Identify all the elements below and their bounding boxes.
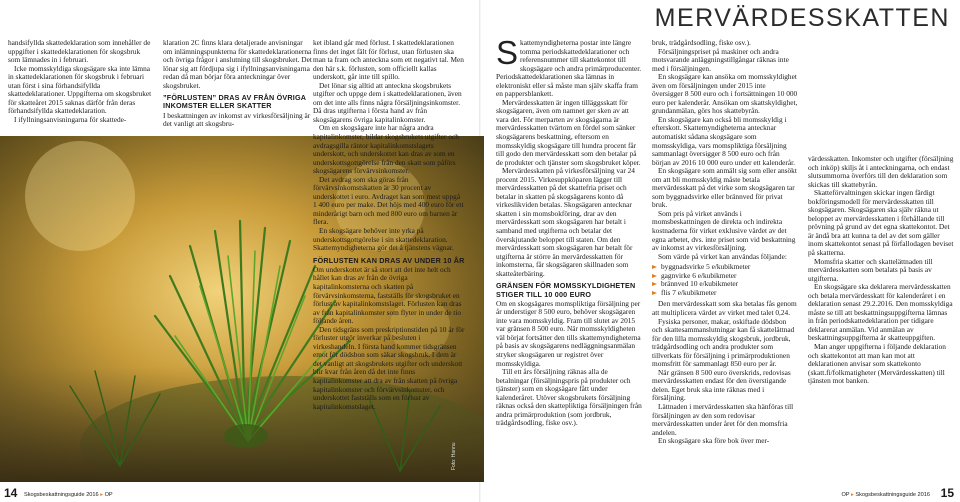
paragraph: Om en skogsägares momspliktiga försäljning per år understiger 8 500 euro, behöver skogsägaren inte vara momsskyldig. Fram till slutet av 2015 var gränsen 8 500 euro. När momsskyldigheten väl börjat fortsätter den tills skattemyndigheterna på basis av skogsägarens nedläggningsanmälan stryker skogsägaren ur registret över momsskyldiga. (496, 298, 641, 368)
page-footer (0, 484, 960, 502)
orange-triangle-bullet-icon (652, 282, 657, 286)
drop-cap: S (496, 34, 519, 71)
paragraph: En skogsägare ska före bok över mer- (658, 436, 770, 446)
orange-triangle-bullet-icon (652, 265, 657, 269)
article-column-3 (313, 39, 465, 411)
wood-value-list (652, 263, 798, 297)
paragraph: bruk, trädgårdsodling, fiske osv.). (652, 38, 751, 47)
orange-triangle-bullet-icon (652, 274, 657, 278)
paragraph: Om underskottet är så stort att det inte helt och hållet kan dras av från de övriga kapitalinkomsterna och skatten på förvärvsinkomsterna, fastställs för skogsbruket en förlust av kapitalinkomstslaget. Förlusten kan dras av från kapitalinkomster som flyter in under de tio följande åren. (313, 264, 462, 326)
footer-publication-right: OP ▸ Skogsbeskattningsguide 2016 (841, 492, 930, 498)
paragraph: Om en skogsägare inte har några andra kapitalinkomster, bildar skogsbrukets utgifter och avdragsgilla räntor kapitalinkomstslagets underskott, och underskottet kan dras av som en underskottsgottgörelse från den skatt som påförs skogsägarens förvärvsinkomster. (313, 123, 459, 176)
subheading-forlusten: ”FÖRLUSTEN” DRAS AV FRÅN ÖVRIGA INKOMSTER ELLER SKATTER (163, 93, 306, 111)
paragraph: Försäljningspriset på maskiner och andra motsvarande anläggningstillgångar räknas inte med i försäljningen. (652, 46, 789, 73)
paragraph: Den tidsgräns som preskriptionstiden på 10 år för förluster utgör inverkar på besluten i virkeshandeln. I första hand kommer tidsgränsen emot för dödsbon som säkar skogsbruk. I dem är det vanligt att skogsbrukets utgifter och underskott blir kvar från åren då det inte finns kapitalinkomster att dra av från skatten på övriga kapitalinkomster och förvärvsinkomster, och underskottet fastställs som en förlust av kapitalinkomstslaget. (313, 324, 465, 411)
paragraph: Lättnaden i mervärdesskatten ska hänföras till försäljningen av den som redovisar mervärdesskatten under året för den momsfria andelen. (652, 401, 794, 437)
subheading-gransen: GRÄNSEN FÖR MOMSSKYLDIGHETEN STIGER TILL 10 000 EURO (496, 281, 636, 299)
lead-paragraph: Skattemyndigheterna postar inte längre tomma periodskattedeklarationer och referensnummer till skattekontot till skogsägare och andra primärproducenter. Periodskattedeklarationen ska lämnas in elektroniskt eller så måste man själv skaffa fram en pappersblankett. (496, 34, 642, 99)
paragraph: Man anger uppgifterna i följande deklaration och skattekontot att man kan mot att deklarationen anvisar som skattekonto (skatt.fi/folkmatigheter (Mervärdesskatten) till tjänsten mot banken. (808, 342, 946, 386)
article-column-2 (163, 39, 313, 129)
subheading-forlusten-under-10-ar: FÖRLUSTEN KAN DRAS AV UNDER 10 ÅR (313, 255, 465, 265)
article-column-4 (496, 34, 642, 428)
paragraph: klaration 2C finns klara detaljerade anvisningar om inlämningspunkterna för skattedeklarationerna och övriga frågor i anslutning till skogsbruket. Det lönar sig att fördjupa sig i ifyllningsanvisningarna redan då man börjar föra anteckningar över skogsbruket. (163, 38, 312, 90)
paragraph: Till ett års försäljning räknas alla de betalningar (försäljningspris på produkter och tjänster) som en skogsägare fått under kalenderåret. Utöver skogsbrukets försäljning räknas också den skattepliktiga försäljningen från andra primärproduktion (som jordbruk, trädgårdsodling, fiske osv.). (496, 367, 642, 428)
paragraph: ket ibland går med förlust. I skattedeklarationen finns det inget fält för förlust, utan förlusten ska man ta fram och anteckna som ett negativt tal. Men den här s.k. förlusten, som officiellt kallas underskott, går inte till spillo. (313, 38, 464, 82)
paragraph: Det lönar sig alltid att anteckna skogsbrukets utgifter och uppge dem i skattedeklarationen, även om det inte alls finns några försäljningsinkomster. Då dras utgifterna i första hand av från skogsägarens övriga kapitalinkomster. (313, 80, 462, 124)
paragraph: Skatteförvaltningen skickar ingen färdigt bokföringsmodell för mervärdesskatten till skogsägaren. Skogsägaren ska själv räkna ut beloppet av mervärdesskatten i förhållande till prövning på grund av det egna skattekontot. Det är ändå bra att kunna ta del av det som gäller inom skattekontot senast på förfallodagen beviset på skatterna. (808, 188, 954, 258)
list-item: gagnvirke 6 e/kubikmeter (652, 272, 798, 281)
footer-separator-right: ▸ (850, 492, 854, 498)
orange-triangle-bullet-icon (652, 291, 657, 295)
paragraph: Icke momsskyldiga skogsägare ska inte lämna in skattedeklarationen för skogsbruk i februari utan först i sina förhandsifyllda skattedeklarationer. Uppgifterna om skogsbruket för skatteåret 2015 saknas därför från deras förhandsifyllda skattedeklaration. (8, 63, 152, 116)
paragraph: Det avdrag som ska göras från förvärvsinkomstskatten är 30 procent av underskottet i euro. Avdraget kan som mest uppgå 1 400 euro per make. Det höjs med 400 euro för ett minderårigt barn och med 800 euro om barnen är flera. (313, 174, 464, 227)
footer-publication-left: Skogsbeskattningsguide 2016 ▸ OP (24, 492, 113, 498)
section-masthead: MERVÄRDESSKATTEN (654, 4, 950, 32)
paragraph: Fysiska personer, makar, oskiftade dödsbon och skattesammanslutningar kan få skattelättnad för den lilla momsskyldig skogsbruk, jordbruk, trädgårdsodling och andra produkter som tillverkats för försäljning i primärproduktionen momsfritt för sammanlagt 850 euro per år. (652, 316, 795, 369)
paragraph: I ifyllningsanvisningarna för skattede- (14, 114, 127, 124)
paragraph: Som pris på virket används i momsbeskattningen de direkta och indirekta kostnaderna för virket exklusive värdet av det egna arbetet, dvs. inte priset som vid beskattning av inkomst av virkesförsäljning. (652, 208, 796, 253)
photo-credit: Foto: Hannu (451, 442, 457, 470)
paragraph: handsifyllda skattedeklaration som innehåller de uppgifter i skattedeklarationen för skogsbruk som lämnades in i februari. (8, 38, 151, 65)
list-item: brännved 10 e/kubikmeter (652, 280, 798, 289)
paragraph: En skogsägare kan också bli momsskyldig i efterskott. Skattemyndigheterna antecknar automatiskt sådana skogsägare som momsskyldiga, vars momspliktiga försäljning sammanlagt översigger 8 500 euro och från början av 2016 10 000 euro under ett kalenderår. (652, 114, 795, 167)
article-column-5 (652, 39, 798, 446)
paragraph: Mervärdesskatten är ingen tilläggsskatt för skogsägaren, även om namnet ger sken av att vara det. För merparten av skogsägarna är mervärdesskatten tvärtom en fördel som sänker skogsägarens beskattning, eftersom en momsskyldig skogsägare till hundra procent får till godo den mervärdesskatt som den betalar på de produkter och tjänster som skogsbruket köper. (496, 97, 641, 167)
page-number-right: 15 (940, 486, 954, 500)
paragraph: Mervärdesskatten på virkesförsäljning var 24 procent 2015. Virkesuppköparen lägger till mervärdesskatten på det skattefria priset och betalar in skatten på skogsägarens konto då virkeslikviden betalas. Skogsägaren antecknar skatten i sin momsbokföring, drar av den mervärdesskatt som skogsägaren har betalt i samband med utgifterna och betalar det överskjutande beloppet till staten. Om den mervärdesskatt som skogsägaren har betalt för utgifterna är större än mervärdesskatten för inkomsterna, får skogsägaren skillnaden som skatteåterbäring. (496, 166, 635, 278)
paragraph: En skogsägare som anmält sig som eller ansökt om att bli momsskyldig måste betala mervärdesskatt på det virke som skogsägaren tar som byggnadsvirke eller brännved för privat bruk. (652, 166, 797, 210)
paragraph: Momsfria skatter och skattelättnaden till mervärdesskatten som betalats på basis av utgifterna. (808, 256, 933, 283)
paragraph: En skogsägare kan ansöka om momsskyldighet även om försäljningen under 2015 inte översigger 8 500 euro och i fortsättningen 10 000 euro per kalenderår. Ansökan om skattskyldighet, grundanmälan, görs hos skattebyrån. (652, 72, 798, 116)
footer-separator-left: ▸ (100, 492, 104, 498)
paragraph: När gränsen 8 500 euro överskrids, redovisas mervärdesskatten endast för den överstigande delen. Eget bruk ska inte räknas med i försäljning. (652, 367, 791, 403)
paragraph: En skogsägare ska deklarera mervärdesskatten och betala mervärdesskatt för kalenderåret i en deklaration senast 29.2.2016. Den momsskyldiga måste se till att beskattningsuppgifterna lämnas in från periodskattedeklaration per tidigare deklarerat anmälan. Vid anmälan av beskattningsuppgifterna är skatteuppgiften. (808, 282, 953, 343)
list-item: flis 7 e/kubikmeter (652, 289, 798, 298)
paragraph: En skogsägare behöver inte yrka på underskottsgottgörelse i sin skattedeklaration. Skattemyndigheterna gör det å tjänstens vägnar. (313, 226, 454, 253)
article-column-6 (808, 155, 954, 386)
list-item: byggnadsvirke 5 e/kubikmeter (652, 263, 798, 272)
paragraph: I beskattningen av inkomst av virkesförsäljning är det vanligt att skogsbru- (163, 110, 311, 129)
paragraph: Som värde på virket kan användas följande: (658, 251, 787, 261)
article-column-1 (8, 39, 154, 124)
paragraph: värdesskatten. Inkomster och utgifter (försäljning och inköp) skiljs åt i anteckningarna, och endast slutsummorna överförs till den deklaration som skickas till skattebyrån. (808, 154, 954, 189)
page-number-left: 14 (4, 486, 18, 500)
paragraph: Den mervärdesskatt som ska betalas fås genom att multiplicera värdet av virket med talet 0,24. (652, 299, 797, 317)
